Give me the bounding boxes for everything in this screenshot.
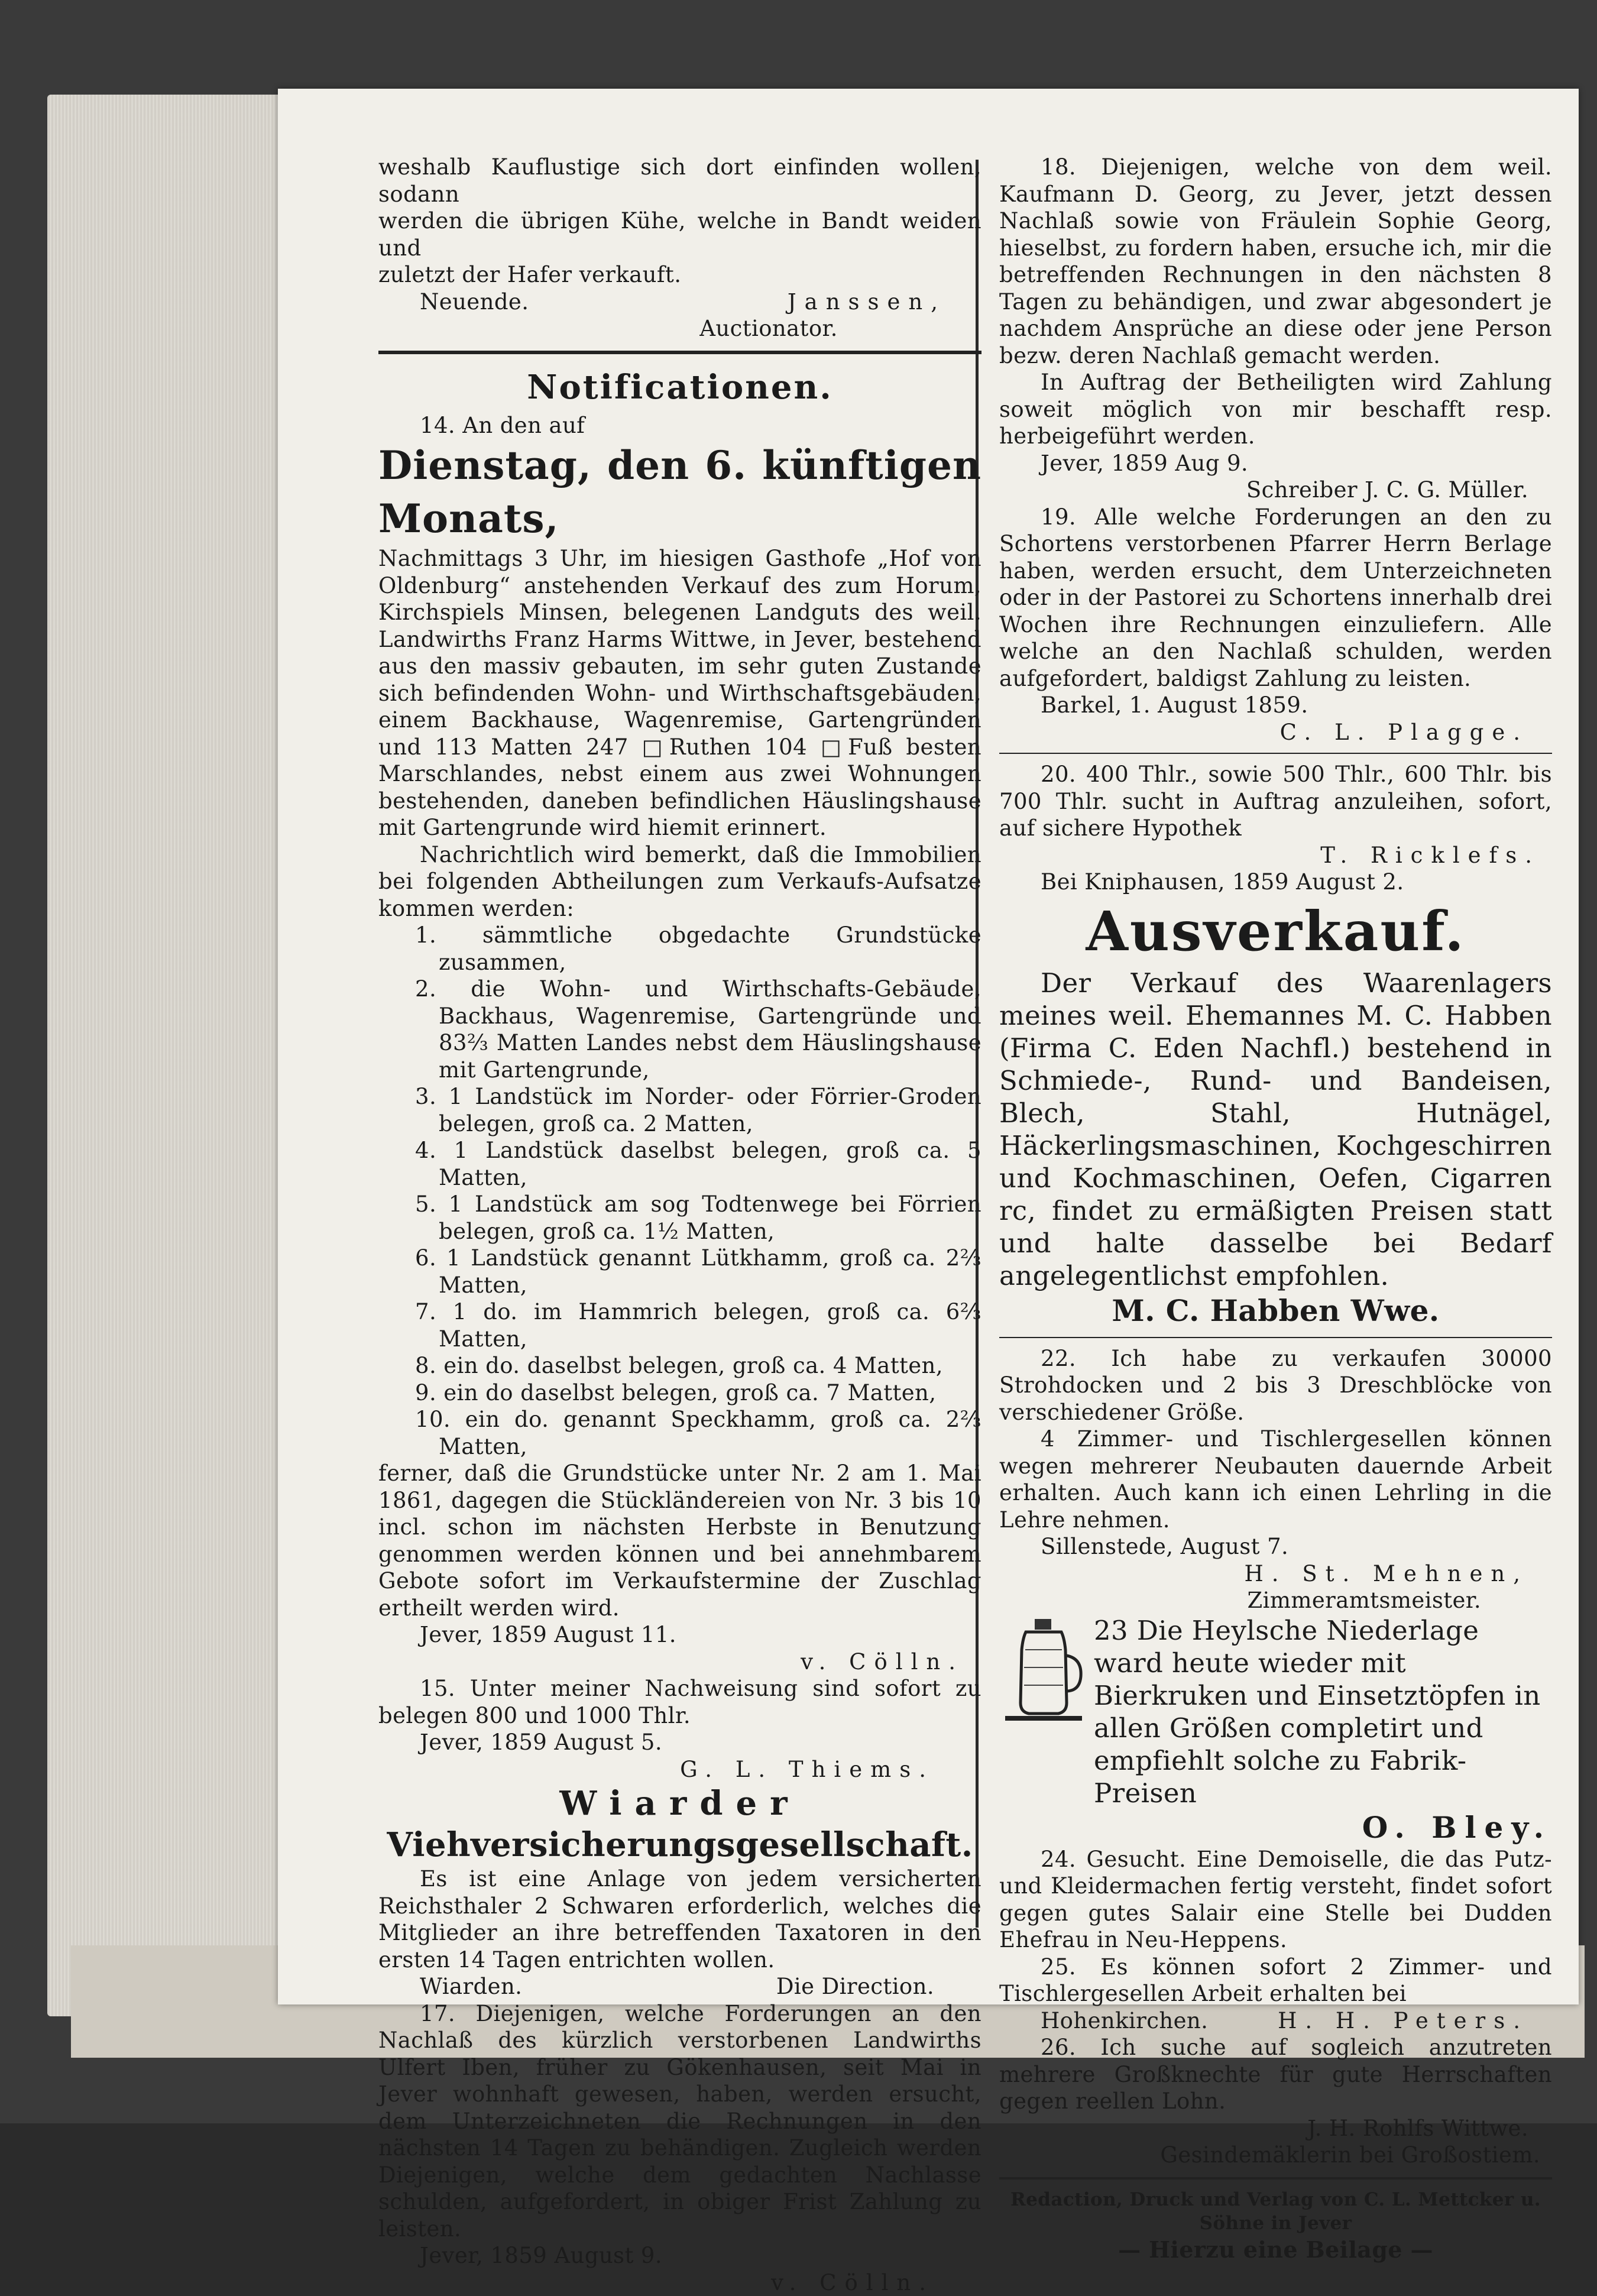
notice-body: ferner, daß die Grundstücke unter Nr. 2 am 1. Mai 1861, dagegen die Stückländereien von Nr. 3 bis 10 incl. schon im nächsten Herbste in Benutzung genommen werden können und bei annehmbarem Gebote sofort im Verkaufstermine der Zuschlag ertheilt werden wird. [378, 1460, 981, 1621]
list-item: 10. ein do. genannt Speckhamm, groß ca. 2⅔ Matten, [415, 1406, 981, 1460]
section-heading: Notificationen. [378, 362, 981, 412]
notice-body: Nachmittags 3 Uhr, im hiesigen Gasthofe „Hof von Oldenburg“ anstehenden Verkauf des zum Horum, Kirchspiels Minsen, belegenen Landguts des weil. Landwirths Franz Harms Wittwe, in Jever, bestehend aus den massiv gebauten, im sehr guten Zustande sich befindenden Wohn- und Wirthschaftsgebäuden, einem Backhause, Wagenremise, Gartengründen und 113 Matten 247 □Ruthen 104 □Fuß besten Marschlandes, nebst einem aus zwei Wohnungen bestehenden, daneben befindlichen Häuslingshause mit Gartengrunde wird hiemit erinnert. [378, 545, 981, 841]
notice-body: 24. Gesucht. Eine Demoiselle, die das Putz- und Kleidermachen fertig versteht, findet sofort gegen gutes Salair eine Stelle bei Dudden Ehefrau in Neu-Heppens. [999, 1846, 1552, 1954]
notice-signature: M. C. Habben Wwe. [999, 1292, 1552, 1330]
list-item: 2. die Wohn- und Wirthschafts-Gebäude, Backhaus, Wagenremise, Gartengründe und 83⅔ Matten Landes nebst dem Häuslingshause mit Gartengrunde, [415, 976, 981, 1083]
intro-line: werden die übrigen Kühe, welche in Bandt weiden und [378, 208, 981, 261]
notice-date: Jever, 1859 August 5. [378, 1729, 981, 1756]
notice-22 [999, 1345, 1552, 1614]
notice-18 [999, 154, 1552, 504]
parcel-list [378, 922, 981, 1460]
notice-signature: G. L. Thiems. [378, 1756, 981, 1783]
notice-signature: Die Direction. [776, 1973, 934, 2000]
notice-body: 4 Zimmer- und Tischlergesellen können wegen mehrerer Neubauten dauernde Arbeit erhalten. Auch kann ich einen Lehrling in die Lehre nehmen. [999, 1426, 1552, 1533]
list-item: 6. 1 Landstück genannt Lütkhamm, groß ca. 2⅔ Matten, [415, 1245, 981, 1298]
notice-signature: H. St. Mehnen, [999, 1560, 1552, 1588]
notice-body: Der Verkauf des Waarenlagers meines weil. Ehemannes M. C. Habben (Firma C. Eden Nachfl.) bestehend in Schmiede-, Rund- und Bandeisen, Blech, Stahl, Hutnägel, Häckerlingsmaschinen, Kochgeschirren und Kochmaschinen, Oefen, Cigarren rc, findet zu ermäßigten Preisen statt und halte dasselbe bei Bedarf angelegentlichst empfohlen. [999, 967, 1552, 1292]
notice-signature: J. H. Rohlfs Wittwe. [999, 2115, 1552, 2142]
section-rule [378, 351, 981, 354]
notice-signature: v. Cölln. [378, 1649, 981, 1676]
notice-lead: 14. An den auf [378, 412, 981, 439]
list-item: 5. 1 Landstück am sog Todtenwege bei Förrien belegen, groß ca. 1½ Matten, [415, 1191, 981, 1245]
notice-19 [999, 504, 1552, 746]
notice-signature: Schreiber J. C. G. Müller. [999, 477, 1552, 504]
notice-rule [999, 1337, 1552, 1338]
notice-23 [999, 1614, 1552, 1846]
notice-body: 15. Unter meiner Nachweisung sind sofort zu belegen 800 und 1000 Thlr. [378, 1675, 981, 1729]
notice-date: Jever, 1859 August 9. [378, 2242, 981, 2269]
newspaper-page [278, 89, 1579, 2004]
list-item: 3. 1 Landstück im Norder- oder Förrier-Groden belegen, groß ca. 2 Matten, [415, 1083, 981, 1137]
intro-signature: Janssen, [788, 289, 946, 316]
notice-date: Barkel, 1. August 1859. [999, 692, 1552, 719]
notice-20 [999, 761, 1552, 896]
notice-date: Jever, 1859 Aug 9. [999, 450, 1552, 477]
wiarder-heading: Wiarder [378, 1783, 981, 1824]
list-item: 4. 1 Landstück daselbst belegen, groß ca. 5 Matten, [415, 1137, 981, 1191]
notice-body: Es ist eine Anlage von jedem versicherten Reichsthaler 2 Schwaren erforderlich, welches die Mitglieder an ihre betreffenden Taxatoren in den ersten 14 Tagen entrichten wollen. [378, 1866, 981, 1973]
notice-25 [999, 1954, 1552, 2035]
notice-body: 22. Ich habe zu verkaufen 30000 Strohdocken und 2 bis 3 Dreschblöcke von verschiedener Größe. [999, 1345, 1552, 1426]
right-column [999, 154, 1552, 2265]
notice-rule [999, 753, 1552, 754]
notice-15 [378, 1675, 981, 1783]
notice-body: 19. Alle welche Forderungen an den zu Schortens verstorbenen Pfarrer Herrn Berlage haben, werden ersucht, dem Unterzeichneten oder in der Pastorei zu Schortens innerhalb drei Wochen ihre Rechnungen einzuliefern. Alle welche an den Nachlaß schulden, werden aufgefordert, baldigst Zahlung zu leisten. [999, 504, 1552, 692]
ausverkauf-heading: Ausverkauf. [999, 896, 1552, 967]
notice-signature-title: Gesindemäklerin bei Großostiem. [999, 2142, 1552, 2169]
notice-signature-title: Zimmeramtsmeister. [999, 1587, 1552, 1614]
beer-jug-icon [999, 1614, 1088, 1727]
footer-rule [999, 2177, 1552, 2180]
list-item: 1. sämmtliche obgedachte Grundstücke zusammen, [415, 922, 981, 976]
notice-14 [378, 412, 981, 1676]
notice-body: 26. Ich suche auf sogleich anzutreten mehrere Großknechte für gute Herrschaften gegen reellen Lohn. [999, 2034, 1552, 2115]
notice-body: Die Heylsche Niederlage ward heute wieder mit Bierkruken und Einsetztöpfen in allen Größen completirt und empfiehlt solche zu Fabrik-Preisen [1094, 1615, 1541, 1809]
notice-signature: v. Cölln. [378, 2269, 981, 2296]
list-item: 9. ein do daselbst belegen, groß ca. 7 Matten, [415, 1379, 981, 1407]
notice-17 [378, 2000, 981, 2296]
intro-title: Auctionator. [378, 315, 981, 342]
notice-signature: C. L. Plagge. [999, 719, 1552, 746]
notice-place: Wiarden. [420, 1973, 522, 2000]
book-page-edges [47, 95, 296, 2016]
left-column [378, 154, 981, 2296]
notice-signature: O. Bley. [999, 1809, 1552, 1846]
notice-body: Nachrichtlich wird bemerkt, daß die Immobilien bei folgenden Abtheilungen zum Verkaufs-Aufsatze kommen werden: [378, 841, 981, 922]
list-item: 7. 1 do. im Hammrich belegen, groß ca. 6⅔ Matten, [415, 1298, 981, 1352]
list-item: 8. ein do. daselbst belegen, groß ca. 4 Matten, [415, 1352, 981, 1379]
society-heading: Viehversicherungsgesellschaft. [378, 1824, 981, 1866]
notice-date: Jever, 1859 August 11. [378, 1621, 981, 1649]
auction-date-heading: Dienstag, den 6. künftigen Monats, [378, 439, 981, 545]
intro-line: weshalb Kauflustige sich dort einfinden wollen, sodann [378, 154, 981, 208]
notice-place: Hohenkirchen. [1041, 2007, 1208, 2035]
notice-24 [999, 1846, 1552, 1954]
intro-line: zuletzt der Hafer verkauft. [378, 261, 981, 289]
intro-place: Neuende. [420, 289, 529, 316]
notice-signature: T. Ricklefs. [999, 842, 1552, 869]
notice-signature: H. H. Peters. [1278, 2007, 1528, 2035]
notice-body: In Auftrag der Betheiligten wird Zahlung soweit möglich von mir beschafft resp. herbeigeführt werden. [999, 369, 1552, 450]
imprint: Redaction, Druck und Verlag von C. L. Mettcker u. Söhne in Jever [999, 2188, 1552, 2235]
auction-intro [378, 154, 981, 342]
notice-wiarder [378, 1783, 981, 2000]
notice-26 [999, 2034, 1552, 2169]
notice-body: 17. Diejenigen, welche Forderungen an den Nachlaß des kürzlich verstorbenen Landwirths Ulfert Iben, früher zu Gökenhausen, seit Mai in Jever wohnhaft gewesen, haben, werden ersucht, dem Unterzeichneten die Rechnungen in den nächsten 14 Tagen zu behändigen. Zugleich werden Diejenigen, welche dem gedachten Nachlasse schulden, aufgefordert, in obiger Frist Zahlung zu leisten. [378, 2000, 981, 2243]
notice-place: Sillenstede, August 7. [999, 1533, 1552, 1560]
notice-number: 23 [1094, 1615, 1128, 1646]
notice-date: Bei Kniphausen, 1859 August 2. [999, 869, 1552, 896]
notice-body: 20. 400 Thlr., sowie 500 Thlr., 600 Thlr. bis 700 Thlr. sucht in Auftrag anzuleihen, sofort, auf sichere Hypothek [999, 761, 1552, 842]
notice-body: 18. Diejenigen, welche von dem weil. Kaufmann D. Georg, zu Jever, jetzt dessen Nachlaß sowie von Fräulein Sophie Georg, hieselbst, zu fordern haben, ersuche ich, mir die betreffenden Rechnungen in den nächsten 8 Tagen zu behändigen, und zwar abgesondert je nachdem Ansprüche an diese oder jene Person bezw. deren Nachlaß gemacht werden. [999, 154, 1552, 369]
notice-body: 25. Es können sofort 2 Zimmer- und Tischlergesellen Arbeit erhalten bei [999, 1954, 1552, 2007]
notice-ausverkauf [999, 896, 1552, 1330]
supplement-note: — Hierzu eine Beilage — [999, 2235, 1552, 2265]
